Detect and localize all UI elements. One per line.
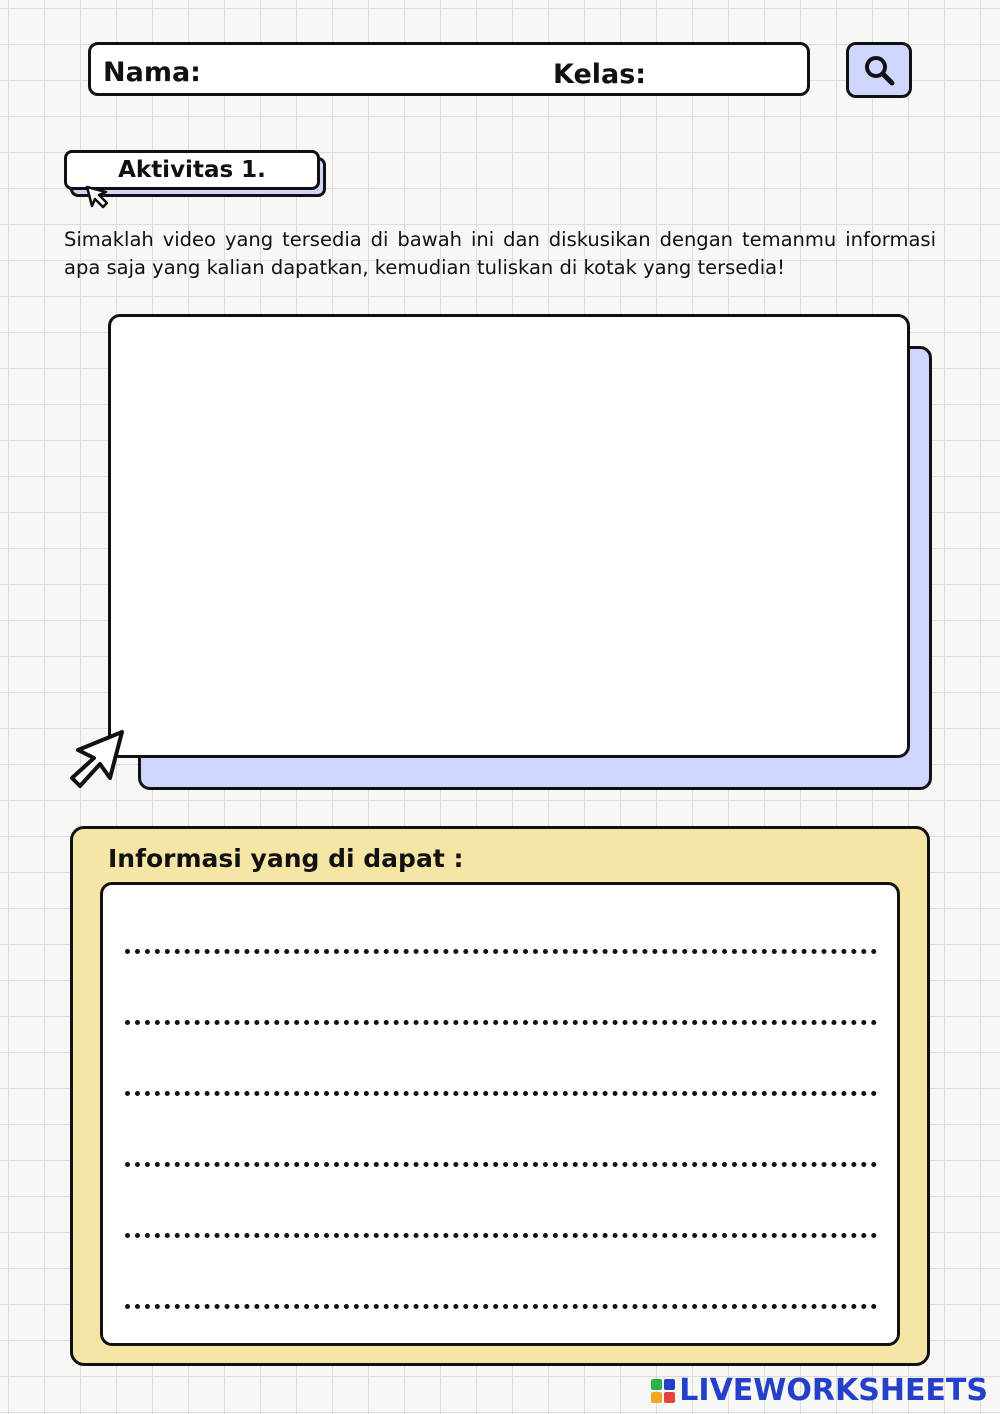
info-answer-area[interactable] bbox=[100, 882, 900, 1346]
liveworksheets-brand bbox=[651, 1373, 988, 1408]
answer-line[interactable] bbox=[125, 1162, 877, 1167]
liveworksheets-logo-icon bbox=[651, 1379, 675, 1403]
answer-line[interactable] bbox=[125, 1233, 877, 1238]
info-title: Informasi yang di dapat : bbox=[108, 844, 464, 873]
search-icon bbox=[862, 53, 896, 87]
cursor-icon bbox=[82, 182, 112, 212]
answer-line[interactable] bbox=[125, 1091, 877, 1096]
cursor-icon bbox=[66, 728, 130, 792]
class-label: Kelas: bbox=[553, 59, 647, 90]
video-box[interactable] bbox=[108, 314, 910, 758]
brand-text: LIVEWORKSHEETS bbox=[679, 1373, 988, 1408]
name-class-bar bbox=[88, 42, 810, 96]
activity-tag-label: Aktivitas 1. bbox=[118, 157, 266, 183]
answer-line[interactable] bbox=[125, 949, 877, 954]
instruction-text: Simaklah video yang tersedia di bawah ini dan diskusikan dengan temanmu informasi apa saja yang kalian dapatkan, kemudian tuliskan di kotak yang tersedia! bbox=[64, 228, 936, 279]
name-label: Nama: bbox=[103, 57, 201, 88]
answer-line[interactable] bbox=[125, 1020, 877, 1025]
search-button[interactable] bbox=[846, 42, 912, 98]
answer-line[interactable] bbox=[125, 1304, 877, 1309]
